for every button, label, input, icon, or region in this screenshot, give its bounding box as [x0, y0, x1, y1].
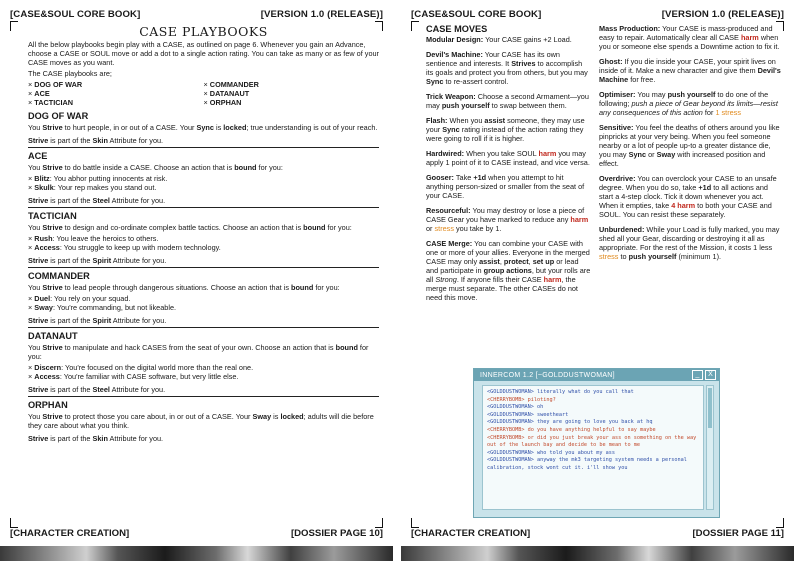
- move-text: +1d: [698, 183, 712, 192]
- description-text: ; adults will die before they care about what you think.: [28, 412, 374, 430]
- attribute-text: Strive: [28, 256, 49, 265]
- description-text: is: [271, 412, 281, 421]
- attribute-note: [28, 316, 379, 325]
- description-text: You: [28, 343, 43, 352]
- move-text: to swap between them.: [489, 101, 567, 110]
- case-move: [599, 24, 782, 51]
- bound-action: [28, 303, 379, 312]
- move-text: when you or someone else spends a Downtime action to fix it.: [599, 33, 780, 51]
- playbook-list-item: × ACE: [28, 89, 204, 98]
- bound-action: [28, 234, 379, 243]
- section-divider: [28, 396, 379, 397]
- chat-message: <GOLDDUSTWOMAN> sweetheart: [487, 411, 569, 418]
- move-text: Strives: [511, 59, 536, 68]
- move-text: Hardwired:: [426, 149, 465, 158]
- move-text: Devil's Machine:: [426, 50, 483, 59]
- move-text: harm: [570, 215, 589, 224]
- chat-message: <GOLDDUSTWOMAN> oh: [487, 404, 544, 411]
- attribute-note: [28, 434, 379, 443]
- playbook-list: [28, 80, 379, 107]
- move-text: harm: [740, 33, 759, 42]
- move-text: Mass Production:: [599, 24, 661, 33]
- section-divider: [28, 147, 379, 148]
- case-move: [426, 173, 591, 200]
- move-text: group actions: [483, 266, 532, 275]
- move-text: to both your CASE and SOUL. You can resist these separately.: [599, 201, 772, 219]
- description-text: to protect those you care about, in or out of a CASE. Your: [62, 412, 253, 421]
- playbooks-content: [28, 24, 379, 445]
- action-text: : Your rep makes you stand out.: [53, 183, 157, 192]
- move-text: to all actions and start a 4-step clock. Tick it down whenever you act. When it empties, take: [599, 183, 768, 210]
- description-text: You: [28, 163, 43, 172]
- attribute-name: Steel: [92, 385, 110, 394]
- corner-bracket: [10, 518, 18, 528]
- move-text: with increased position and effect.: [599, 150, 766, 168]
- playbook-list-item: × ORPHAN: [204, 98, 380, 107]
- section-description: [28, 283, 379, 292]
- move-text: When you take SOUL: [464, 149, 539, 158]
- corner-bracket: [411, 21, 419, 31]
- section-title: COMMANDER: [28, 271, 90, 281]
- move-text: Sway: [656, 150, 676, 159]
- move-text: or lead and participate in: [426, 257, 579, 275]
- move-text: Ghost:: [599, 57, 623, 66]
- section-title: DOG OF WAR: [28, 111, 89, 121]
- move-text: rating instead of the action rating they were going to roll if it is higher.: [426, 125, 584, 143]
- case-move: [426, 206, 591, 233]
- case-move: [426, 149, 591, 167]
- description-text: is: [213, 123, 224, 132]
- attribute-name: Skin: [92, 136, 108, 145]
- right-footer: [411, 528, 784, 542]
- move-text: assist: [479, 257, 500, 266]
- playbook-list-item: × COMMANDER: [204, 80, 380, 89]
- section-divider: [28, 207, 379, 208]
- move-text: If you die inside your CASE, your spirit lives on inside of it. Make a new character and give them: [599, 57, 776, 75]
- action-text: : You leave the heroics to others.: [52, 234, 159, 243]
- move-text: Sensitive:: [599, 123, 634, 132]
- moves-column-2: [599, 24, 782, 267]
- move-text: when you attempt to hit anything person-sized or smaller from the seat of your CASE.: [426, 173, 585, 200]
- move-text: When you: [447, 116, 485, 125]
- move-text: You may destroy or lose a piece of CASE Gear you have marked to reduce any: [426, 206, 585, 224]
- move-text: (minimum 1).: [676, 252, 722, 261]
- attribute-text: Attribute for you.: [107, 434, 164, 443]
- left-page: [0, 0, 393, 561]
- move-text: You can overclock your CASE to an unsafe degree. When you do so, take: [599, 174, 777, 192]
- move-text: you take by 1.: [453, 224, 502, 233]
- move-text: Sync: [628, 150, 647, 159]
- description-text: bound: [234, 163, 257, 172]
- playbook-section: [28, 331, 379, 397]
- intro-paragraph: All the below playbooks begin play with a CASE, as outlined on page 6. Whenever you gain an Advance, choose a CASE or SOUL move or add a dot to a single action rating. You can take as many or as few of your CASE moves as you want.: [28, 40, 379, 67]
- move-text: Sync: [442, 125, 460, 134]
- action-name: Skulk: [34, 183, 54, 192]
- description-text: to do battle inside a CASE. Choose an action that is: [62, 163, 235, 172]
- playbook-section: [28, 211, 379, 268]
- chat-titlebar[interactable]: [474, 369, 719, 381]
- chat-message: <CHERRYBOMB> do you have anything helpful to say maybe: [487, 426, 656, 433]
- case-move: [599, 225, 782, 261]
- case-move: [426, 35, 591, 44]
- description-text: You: [28, 223, 43, 232]
- decorative-strip: [0, 546, 393, 561]
- move-text: Devil's Machine: [599, 66, 781, 84]
- intro: [28, 40, 379, 78]
- action-text: : You struggle to keep up with modern technology.: [59, 243, 221, 252]
- action-name: Sway: [34, 303, 53, 312]
- left-header: [10, 9, 383, 23]
- description-text: to lead people through dangerous situations. Choose an action that is: [62, 283, 292, 292]
- move-text: or: [426, 224, 435, 233]
- description-text: Strive: [42, 163, 63, 172]
- section-description: [28, 163, 379, 172]
- attribute-note: [28, 136, 379, 145]
- move-text: , the merge must separate. The other CASEs do not need this move.: [426, 275, 578, 302]
- description-text: to design and co-ordinate complex battle tactics. Choose an action that is: [62, 223, 304, 232]
- header-book-title: [CASE&SOUL CORE BOOK]: [10, 9, 141, 20]
- attribute-text: Strive: [28, 196, 49, 205]
- intro-list-lead: The CASE playbooks are;: [28, 69, 112, 78]
- minimize-button[interactable]: _: [692, 370, 703, 380]
- action-name: Discern: [34, 363, 62, 372]
- attribute-text: is part of the: [48, 385, 93, 394]
- action-name: Access: [34, 372, 60, 381]
- moves-title: CASE MOVES: [426, 24, 488, 34]
- move-text: Choose a second Armament—you may: [426, 92, 589, 110]
- description-text: to manipulate and hack CASES from the seat of your own. Choose an action that is: [62, 343, 336, 352]
- chat-title: INNERCOM 1.2 [~GOLDDUSTWOMAN]: [480, 371, 615, 379]
- bound-action: [28, 243, 379, 252]
- description-text: Sway: [252, 412, 272, 421]
- corner-bracket: [375, 518, 383, 528]
- section-description: [28, 343, 379, 361]
- description-text: You: [28, 412, 43, 421]
- chat-message: <CHERRYBOMB> piloting?: [487, 396, 556, 403]
- bound-action: [28, 372, 379, 381]
- move-text: Flash:: [426, 116, 448, 125]
- chat-message: <GOLDDUSTWOMAN> literally what do you call that: [487, 389, 634, 395]
- description-text: to hurt people, in or out of a CASE. Your: [62, 123, 197, 132]
- move-text: You can combine your CASE with one or more of your allies. Everyone in the merged CASE may only: [426, 239, 590, 266]
- description-text: for you:: [325, 223, 352, 232]
- attribute-name: Spirit: [92, 316, 112, 325]
- playbook-section: [28, 271, 379, 328]
- attribute-note: [28, 196, 379, 205]
- playbook-section: [28, 111, 379, 148]
- section-description: [28, 412, 379, 430]
- move-text: CASE Merge:: [426, 239, 473, 248]
- footer-chapter: [CHARACTER CREATION]: [10, 528, 130, 539]
- attribute-text: Attribute for you.: [111, 316, 167, 325]
- attribute-note: [28, 256, 379, 265]
- footer-page-number: [DOSSIER PAGE 11]: [692, 528, 784, 539]
- move-text: assist: [484, 116, 506, 125]
- left-footer: [10, 528, 383, 542]
- section-divider: [28, 327, 379, 328]
- description-text: bound: [291, 283, 314, 292]
- move-text: stress: [599, 252, 619, 261]
- move-text: Modular Design:: [426, 35, 484, 44]
- attribute-text: is part of the: [48, 316, 93, 325]
- case-move: [426, 50, 591, 86]
- move-text: push yourself: [441, 101, 490, 110]
- attribute-text: Strive: [28, 136, 49, 145]
- move-text: 4 harm: [671, 201, 696, 210]
- section-description: [28, 223, 379, 232]
- move-text: you may apply 1 point of it to CASE instead, and vice versa.: [426, 149, 590, 167]
- attribute-text: is part of the: [48, 196, 93, 205]
- move-text: Gooser:: [426, 173, 454, 182]
- playbook-section: [28, 151, 379, 208]
- move-text: You may: [635, 90, 668, 99]
- attribute-text: is part of the: [48, 434, 93, 443]
- chat-message: <CHERRYBOMB> or did you just break your ass on something on the way out of the launch bay and decide to be mean to me: [487, 434, 697, 449]
- playbook-list-item: × DOG OF WAR: [28, 80, 204, 89]
- move-text: Your CASE is mass-produced and easy to repair. Automatically clear all CASE: [599, 24, 773, 42]
- description-text: Strive: [42, 283, 63, 292]
- description-text: Strive: [42, 123, 63, 132]
- move-text: . If anyone fills their CASE: [456, 275, 544, 284]
- action-name: Access: [34, 243, 60, 252]
- bound-action: [28, 174, 379, 183]
- description-text: locked: [280, 412, 304, 421]
- right-header: [411, 9, 784, 23]
- playbook-sections: [28, 111, 379, 443]
- description-text: for you:: [313, 283, 340, 292]
- playbook-section: [28, 400, 379, 443]
- header-book-title: [CASE&SOUL CORE BOOK]: [411, 9, 542, 20]
- header-version: [VERSION 1.0 (RELEASE)]: [661, 9, 784, 20]
- description-text: Strive: [42, 412, 63, 421]
- attribute-name: Steel: [92, 196, 110, 205]
- moves-column-1: [426, 24, 591, 308]
- footer-chapter: [CHARACTER CREATION]: [411, 528, 531, 539]
- attribute-text: Strive: [28, 316, 49, 325]
- section-divider: [28, 267, 379, 268]
- chat-message: <GOLDDUSTWOMAN> who told you about my ass: [487, 449, 616, 456]
- move-text: +1d: [473, 173, 487, 182]
- corner-bracket: [10, 21, 18, 31]
- header-version: [VERSION 1.0 (RELEASE)]: [260, 9, 383, 20]
- description-text: for you:: [256, 163, 283, 172]
- move-text: set up: [532, 257, 555, 266]
- section-description: [28, 123, 379, 132]
- move-text: Take: [453, 173, 474, 182]
- move-text: Overdrive:: [599, 174, 636, 183]
- chat-message: <GOLDDUSTWOMAN> anyway the mk3 targeting system needs a personal calibration, stock wont cut it. i'll show you: [487, 457, 687, 471]
- close-button[interactable]: X: [705, 370, 716, 380]
- playbook-list-item: × TACTICIAN: [28, 98, 204, 107]
- move-text: push a piece of Gear beyond its limits—resist any consequences of this action: [599, 99, 778, 117]
- page-gutter: [393, 0, 401, 561]
- description-text: locked: [223, 123, 247, 132]
- move-text: 1 stress: [715, 108, 741, 117]
- attribute-text: is part of the: [48, 256, 93, 265]
- section-title: ACE: [28, 151, 48, 161]
- move-text: push yourself: [667, 90, 716, 99]
- move-text: for free.: [628, 75, 656, 84]
- case-move: [599, 90, 782, 117]
- move-text: Optimiser:: [599, 90, 636, 99]
- corner-bracket: [411, 518, 419, 528]
- move-text: to accomplish its goals and protect you from others, but you may: [426, 59, 588, 77]
- page-title: CASE PLAYBOOKS: [139, 24, 268, 39]
- case-move: [426, 116, 591, 143]
- action-text: : You abhor putting innocents at risk.: [49, 174, 168, 183]
- attribute-text: Attribute for you.: [109, 385, 166, 394]
- action-name: Rush: [34, 234, 53, 243]
- case-move: [599, 174, 782, 219]
- action-name: Duel: [34, 294, 51, 303]
- move-text: Your CASE has its own sentience and interests. It: [426, 50, 560, 68]
- move-text: You feel the deaths of others around you like pinpricks at your very being. When you feel someone nearby or a lot of people up-to a greater distance die, you may: [599, 123, 780, 159]
- bound-action: [28, 363, 379, 372]
- move-text: push yourself: [628, 252, 677, 261]
- move-text: stress: [434, 224, 454, 233]
- description-text: Strive: [42, 223, 63, 232]
- move-text: or: [646, 150, 657, 159]
- description-text: ; true understanding is out of your reach.: [246, 123, 378, 132]
- section-title: TACTICIAN: [28, 211, 77, 221]
- case-move: [599, 123, 782, 168]
- move-text: ,: [499, 257, 504, 266]
- attribute-text: is part of the: [48, 136, 93, 145]
- description-text: for you:: [28, 343, 369, 361]
- action-name: Blitz: [34, 174, 50, 183]
- case-move: [426, 92, 591, 110]
- attribute-name: Skin: [92, 434, 108, 443]
- chat-message: <GOLDDUSTWOMAN> they are going to love you back at hq: [487, 419, 653, 426]
- attribute-text: Attribute for you.: [107, 136, 164, 145]
- scrollbar-thumb[interactable]: [708, 388, 712, 428]
- section-title: ORPHAN: [28, 400, 68, 410]
- move-text: Your CASE gains +2 Load.: [483, 35, 572, 44]
- chat-log: [482, 385, 704, 510]
- move-text: to do one of the following;: [599, 90, 769, 108]
- playbook-list-item: × DATANAUT: [204, 89, 380, 98]
- action-text: : You rely on your squad.: [50, 294, 131, 303]
- bound-action: [28, 183, 379, 192]
- attribute-name: Spirit: [92, 256, 112, 265]
- case-move: [599, 57, 782, 84]
- move-text: ,: [528, 257, 533, 266]
- move-text: Sync: [426, 77, 444, 86]
- move-text: someone, they may use your: [426, 116, 585, 134]
- move-text: Strong: [435, 275, 457, 284]
- attribute-text: Attribute for you.: [111, 256, 167, 265]
- move-text: , but your rolls are all: [426, 266, 591, 284]
- action-text: : You're focused on the digital world more than the real one.: [61, 363, 254, 372]
- attribute-text: Strive: [28, 385, 49, 394]
- description-text: bound: [303, 223, 326, 232]
- right-page: [401, 0, 794, 561]
- attribute-text: Strive: [28, 434, 49, 443]
- bound-action: [28, 294, 379, 303]
- move-text: to: [618, 252, 629, 261]
- attribute-note: [28, 385, 379, 394]
- description-text: You: [28, 123, 43, 132]
- chat-window: [473, 368, 720, 518]
- move-text: protect: [503, 257, 529, 266]
- attribute-text: Attribute for you.: [109, 196, 166, 205]
- description-text: bound: [335, 343, 358, 352]
- action-text: : You're commanding, but not likeable.: [52, 303, 177, 312]
- decorative-strip: [401, 546, 794, 561]
- corner-bracket: [776, 518, 784, 528]
- move-text: Resourceful:: [426, 206, 471, 215]
- description-text: Sync: [196, 123, 214, 132]
- move-text: to re-assert control.: [443, 77, 509, 86]
- footer-page-number: [DOSSIER PAGE 10]: [290, 528, 383, 539]
- case-move: [426, 239, 591, 302]
- move-text: Unburdened:: [599, 225, 645, 234]
- move-text: Trick Weapon:: [426, 92, 476, 101]
- move-text: harm: [538, 149, 557, 158]
- move-text: for: [702, 108, 716, 117]
- move-text: While your Load is fully marked, you may shed all your Gear, discarding or destroying it all as appropriate. For the rest of the Mission, it costs 1 less: [599, 225, 780, 252]
- section-title: DATANAUT: [28, 331, 78, 341]
- description-text: Strive: [42, 343, 63, 352]
- description-text: You: [28, 283, 43, 292]
- chat-scrollbar[interactable]: [706, 385, 714, 510]
- move-text: harm: [543, 275, 562, 284]
- action-text: : You're familiar with CASE software, but very little else.: [59, 372, 239, 381]
